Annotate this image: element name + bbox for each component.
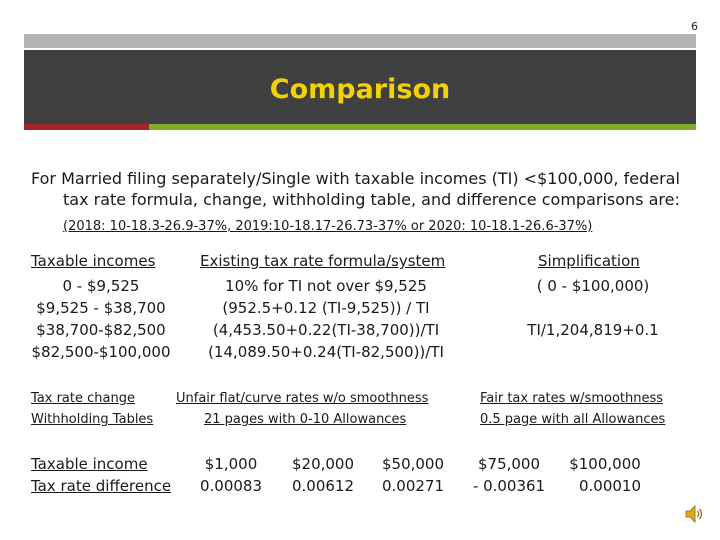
existing-formula-2: (952.5+0.12 (TI-9,525)) / TI	[222, 299, 430, 317]
intro-line-1: For Married filing separately/Single with taxable incomes (TI) <$100,000, federal	[31, 169, 680, 188]
income-bracket-2: $9,525 - $38,700	[36, 299, 166, 317]
tax-rate-change-label: Tax rate change	[31, 391, 135, 406]
diff-value-3: 0.00271	[381, 477, 445, 495]
diff-income-4: $75,000	[477, 455, 541, 473]
unfair-pages-text: 21 pages with 0-10 Allowances	[204, 412, 407, 427]
page-number: 6	[691, 20, 698, 33]
diff-value-4: - 0.00361	[472, 477, 546, 495]
diff-value-5: 0.00010	[578, 477, 642, 495]
simplification-formula: TI/1,204,819+0.1	[527, 321, 659, 339]
existing-formula-3: (4,453.50+0.22(TI-38,700))/TI	[212, 321, 440, 339]
fair-rates-text: Fair tax rates w/smoothness	[480, 391, 664, 406]
tax-rate-difference-label: Tax rate difference	[31, 477, 172, 495]
diff-value-2: 0.00612	[291, 477, 355, 495]
income-bracket-1: 0 - $9,525	[62, 277, 140, 295]
diff-value-1: 0.00083	[199, 477, 263, 495]
header-grey-band	[24, 34, 696, 48]
intro-line-2: tax rate formula, change, withholding table, and difference comparisons are:	[63, 190, 680, 209]
diff-income-3: $50,000	[381, 455, 445, 473]
taxable-income-label: Taxable income	[31, 455, 148, 473]
diff-income-5: $100,000	[569, 455, 641, 473]
slide-title: Comparison	[269, 74, 451, 105]
header-simplification: Simplification	[538, 252, 640, 270]
top-strip	[0, 0, 720, 34]
simplification-range: ( 0 - $100,000)	[536, 277, 650, 295]
speaker-icon-graphic	[684, 503, 704, 525]
speaker-icon[interactable]	[684, 503, 704, 525]
existing-formula-4: (14,089.50+0.24(TI-82,500))/TI	[208, 343, 444, 361]
existing-formula-1: 10% for TI not over $9,525	[225, 277, 427, 295]
diff-income-1: $1,000	[204, 455, 258, 473]
income-bracket-3: $38,700-$82,500	[36, 321, 166, 339]
unfair-rates-text: Unfair flat/curve rates w/o smoothness	[176, 391, 429, 406]
income-bracket-4: $82,500-$100,000	[31, 343, 171, 361]
years-note: (2018: 10-18.3-26.9-37%, 2019:10-18.17-26.73-37% or 2020: 10-18.1-26.6-37%)	[63, 219, 593, 234]
withholding-tables-label: Withholding Tables	[31, 412, 154, 427]
title-band	[24, 50, 696, 124]
header-taxable-incomes: Taxable incomes	[31, 252, 156, 270]
header-existing-formula: Existing tax rate formula/system	[200, 252, 446, 270]
diff-income-2: $20,000	[291, 455, 355, 473]
accent-bar-red	[24, 124, 149, 130]
accent-bar-green	[149, 124, 696, 130]
fair-pages-text: 0.5 page with all Allowances	[480, 412, 666, 427]
